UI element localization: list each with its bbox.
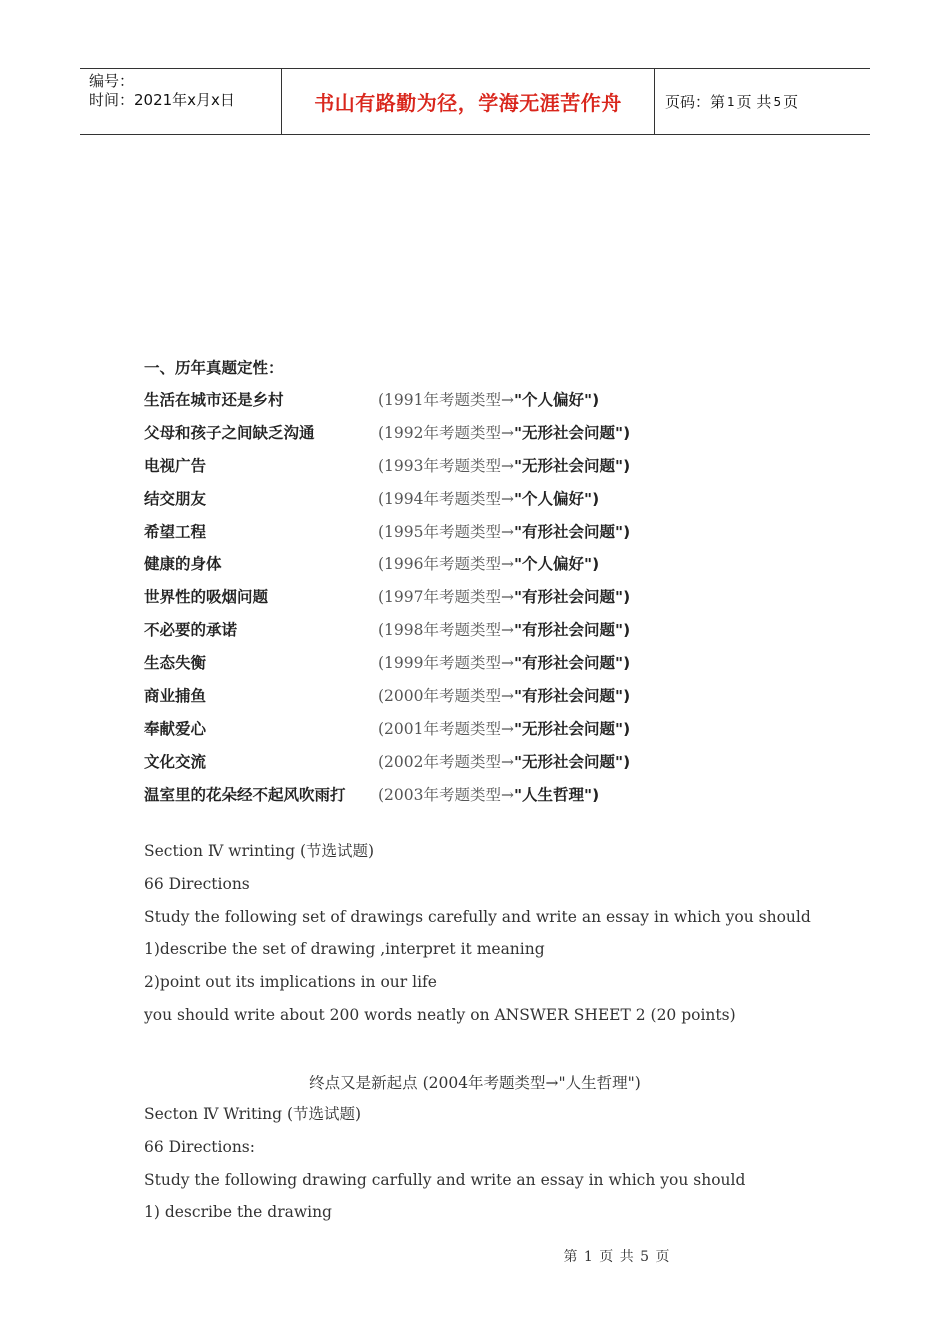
topic-category: "无形社会问题") [513,719,631,738]
page-mid: 页 共 [736,93,772,111]
page-prefix: 页码：第 [665,93,726,111]
exam-topic-list [144,352,844,812]
topic-year: (2002年考题类型→ [378,752,514,771]
list-item [144,384,844,417]
page-current: 1 [727,94,735,109]
instruction-line: you should write about 200 words neatly on ANSWER SHEET 2 (20 points) [144,1005,736,1024]
section-title: Section Ⅳ wrinting (节选试题) [144,842,375,860]
time-label: 时间：2021年x月x日 [89,91,235,109]
topic-year: (1991年考题类型→ [378,391,514,409]
topic-category: "有形社会问题") [513,588,631,607]
instruction-line: Study the following set of drawings carefully and write an essay in which you should [144,907,811,926]
topic-category: "有形社会问题") [513,654,631,673]
list-item [144,746,844,779]
list-item [144,680,844,713]
page-total: 5 [773,94,782,109]
topic-category: "有形社会问题") [513,522,631,541]
topic-category: "有形社会问题") [513,687,631,706]
page-suffix: 页 [783,93,799,111]
topic-year: (1997年考题类型→ [378,588,514,607]
topic-year: (2000年考题类型→ [378,687,514,706]
topic-category: "个人偏好") [513,391,600,409]
topic-year: (2001年考题类型→ [378,719,514,738]
topic-year: (1995年考题类型→ [378,522,514,541]
topic-year: (1993年考题类型→ [378,456,514,475]
header-meta [80,69,282,134]
topic-name: 商业捕鱼 [144,687,207,706]
topic-category: "有形社会问题") [513,621,631,640]
topic-year: (1996年考题类型→ [378,555,514,574]
topic-name: 希望工程 [144,522,207,541]
writing-section-2004 [144,1098,745,1229]
instruction-line: 1) describe the drawing [144,1203,332,1222]
topic-year: (1994年考题类型→ [378,489,514,508]
topic-category: "人生哲理") [513,785,600,804]
instruction-line: 2)point out its implications in our life [144,973,437,992]
list-item [144,516,844,549]
list-item [144,713,844,746]
section-title: Secton Ⅳ Writing (节选试题) [144,1105,362,1123]
instruction-line: Study the following drawing carfully and write an essay in which you should [144,1170,746,1189]
list-item [144,450,844,483]
topic-category: "个人偏好") [513,555,600,574]
list-item [144,483,844,516]
topic-category: "无形社会问题") [513,456,631,475]
code-label: 编号： [89,72,135,90]
topic-category: "无形社会问题") [513,752,631,771]
directions-label: 66 Directions [144,874,250,893]
page-header [80,68,870,135]
list-item [144,614,844,647]
topic-name: 结交朋友 [144,489,207,508]
list-item [144,779,844,812]
topic-name: 世界性的吸烟问题 [144,588,269,607]
topic-name: 不必要的承诺 [144,621,238,640]
directions-label: 66 Directions: [144,1137,255,1156]
topic-name: 电视广告 [144,456,207,475]
header-page-info [655,69,870,134]
section-heading: 一、历年真题定性： [144,359,284,377]
instruction-line: 1)describe the set of drawing ,interpret it meaning [144,940,545,959]
topic-name: 生态失衡 [144,654,207,673]
list-item [144,417,844,450]
topic-year: (2003年考题类型→ [378,785,514,804]
topic-name: 生活在城市还是乡村 [144,391,284,409]
topic-year: (1998年考题类型→ [378,621,514,640]
topic-name: 健康的身体 [144,555,222,574]
topic-name: 奉献爱心 [144,719,207,738]
topic-category: "个人偏好") [513,489,600,508]
writing-section-2003 [144,835,811,1032]
topic-2004-title: 终点又是新起点 (2004年考题类型→"人生哲理") [309,1074,641,1092]
topic-name: 温室里的花朵经不起风吹雨打 [144,785,346,804]
list-item [144,548,844,581]
list-item [144,647,844,680]
topic-name: 文化交流 [144,752,207,771]
topic-category: "无形社会问题") [513,423,631,442]
topic-name: 父母和孩子之间缺乏沟通 [144,423,315,442]
topic-year: (1999年考题类型→ [378,654,514,673]
header-motto: 书山有路勤为径，学海无涯苦作舟 [282,69,655,134]
page-footer: 第 1 页 共 5 页 [563,1249,671,1265]
topic-year: (1992年考题类型→ [378,423,514,442]
list-item [144,581,844,614]
